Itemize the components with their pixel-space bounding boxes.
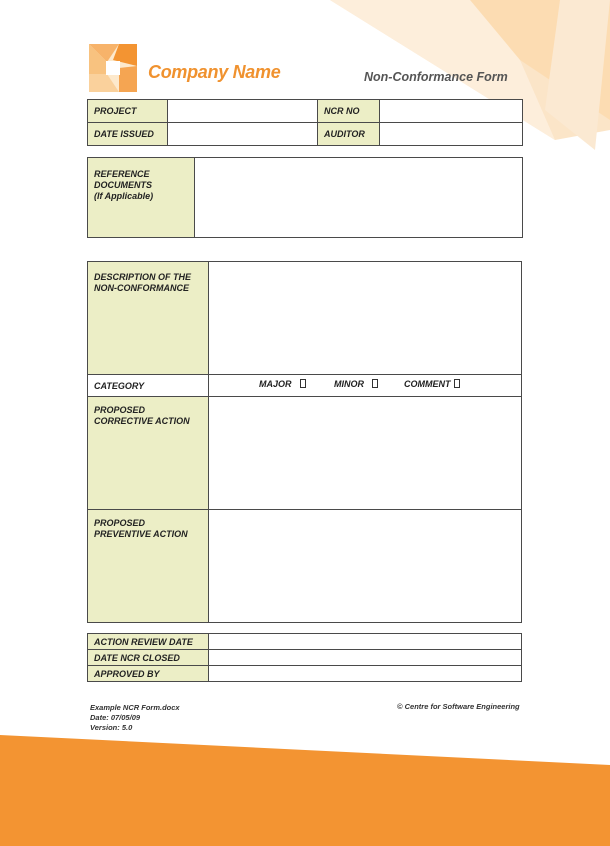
project-field[interactable]: [168, 100, 318, 123]
auditor-field[interactable]: [380, 123, 523, 146]
date-ncr-closed-label: DATE NCR CLOSED: [88, 650, 209, 666]
category-minor[interactable]: [334, 379, 378, 389]
category-label: CATEGORY: [88, 375, 209, 397]
major-checkbox[interactable]: [300, 379, 306, 388]
category-options: [209, 375, 522, 397]
description-label: [88, 262, 209, 375]
preventive-label-line1: PROPOSED: [94, 518, 146, 528]
project-table: [87, 99, 523, 146]
reference-table: [87, 157, 523, 238]
category-major[interactable]: [259, 379, 306, 389]
footer-date: Date: 07/05/09: [90, 712, 141, 722]
action-review-date-field[interactable]: [209, 634, 522, 650]
approved-by-field[interactable]: [209, 666, 522, 682]
project-label: PROJECT: [88, 100, 168, 123]
company-name: Company Name: [148, 62, 281, 82]
date-issued-field[interactable]: [168, 123, 318, 146]
category-minor-label: MINOR: [334, 379, 364, 389]
reference-documents-field[interactable]: [195, 158, 523, 238]
category-comment[interactable]: [404, 379, 460, 389]
description-label-line1: DESCRIPTION OF THE: [94, 272, 192, 282]
preventive-label-line2: PREVENTIVE ACTION: [94, 528, 188, 539]
date-issued-label: DATE ISSUED: [88, 123, 168, 146]
comment-checkbox[interactable]: [454, 379, 460, 388]
category-major-label: MAJOR: [259, 379, 292, 389]
preventive-action-field[interactable]: [209, 510, 522, 623]
preventive-action-label: [88, 510, 209, 623]
footer-file-name: Example NCR Form.docx: [90, 703, 180, 712]
auditor-label: AUDITOR: [318, 123, 380, 146]
corrective-label-line1: PROPOSED: [94, 405, 146, 415]
approved-by-label: APPROVED BY: [88, 666, 209, 682]
footer-document-info: [90, 703, 180, 732]
corrective-label-line2: CORRECTIVE ACTION: [94, 415, 190, 426]
date-ncr-closed-field[interactable]: [209, 650, 522, 666]
reference-documents-label: [88, 158, 195, 238]
corrective-action-label: [88, 397, 209, 510]
reference-label-line3: (If Applicable): [94, 190, 154, 201]
action-review-date-label: ACTION REVIEW DATE: [88, 634, 209, 650]
nonconformance-table: [87, 261, 522, 623]
minor-checkbox[interactable]: [372, 379, 378, 388]
category-comment-label: COMMENT: [404, 379, 451, 389]
review-table: [87, 633, 522, 682]
reference-label-line1: REFERENCE: [94, 169, 150, 179]
description-label-line2: NON-CONFORMANCE: [94, 282, 189, 293]
corrective-action-field[interactable]: [209, 397, 522, 510]
description-field[interactable]: [209, 262, 522, 375]
ncr-no-field[interactable]: [380, 100, 523, 123]
company-logo-icon: [89, 44, 137, 92]
footer-copyright: © Centre for Software Engineering: [397, 702, 520, 711]
reference-label-line2: DOCUMENTS: [94, 179, 152, 190]
ncr-no-label: NCR NO: [318, 100, 380, 123]
footer-version: Version: 5.0: [90, 722, 133, 732]
form-title: Non-Conformance Form: [364, 70, 508, 84]
